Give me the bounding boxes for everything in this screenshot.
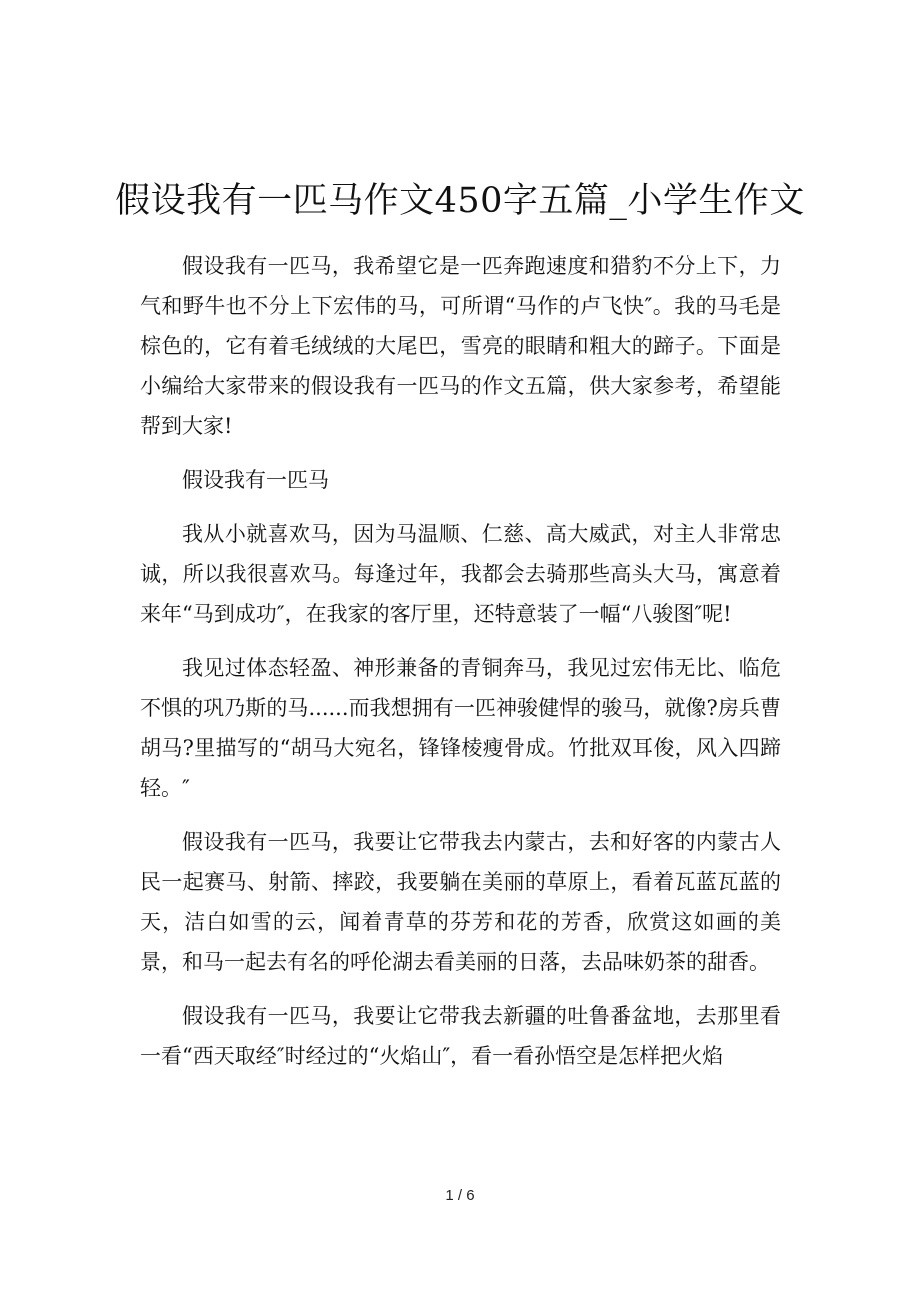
body-paragraph: 假设我有一匹马，我要让它带我去新疆的吐鲁番盆地，去那里看一看“西天取经″时经过的“火焰山″，看一看孙悟空是怎样把火焰 xyxy=(140,1004,781,1068)
body-paragraph: 我从小就喜欢马，因为马温顺、仁慈、高大威武，对主人非常忠诚，所以我很喜欢马。每逢过年，我都会去骑那些高头大马，寓意着来年“马到成功″，在我家的客厅里，还特意装了一幅“八骏图″呢! xyxy=(140,522,781,626)
body-paragraph: 假设我有一匹马，我要让它带我去内蒙古，去和好客的内蒙古人民一起赛马、射箭、摔跤，我要躺在美丽的草原上，看着瓦蓝瓦蓝的天，洁白如雪的云，闻着青草的芬芳和花的芳香，欣赏这如画的美景，和马一起去有名的呼伦湖去看美丽的日落，去品味奶茶的甜香。 xyxy=(140,830,781,974)
body-paragraph: 我见过体态轻盈、神形兼备的青铜奔马，我见过宏伟无比、临危不惧的巩乃斯的马......而我想拥有一匹神骏健悍的骏马，就像?房兵曹胡马?里描写的“胡马大宛名，锋锋棱瘦骨成。竹批双耳俊，风入四蹄轻。″ xyxy=(140,656,781,800)
document-title: 假设我有一匹马作文450字五篇_小学生作文 xyxy=(115,181,805,221)
page-number: 1 / 6 xyxy=(445,1187,475,1204)
document-body xyxy=(140,246,781,1090)
section-heading: 假设我有一匹马 xyxy=(182,468,329,492)
intro-paragraph: 假设我有一匹马，我希望它是一匹奔跑速度和猎豹不分上下，力气和野牛也不分上下宏伟的马，可所谓“马作的卢飞快″。我的马毛是棕色的，它有着毛绒绒的大尾巴，雪亮的眼睛和粗大的蹄子。下面是小编给大家带来的假设我有一匹马的作文五篇，供大家参考，希望能帮到大家! xyxy=(140,254,781,438)
